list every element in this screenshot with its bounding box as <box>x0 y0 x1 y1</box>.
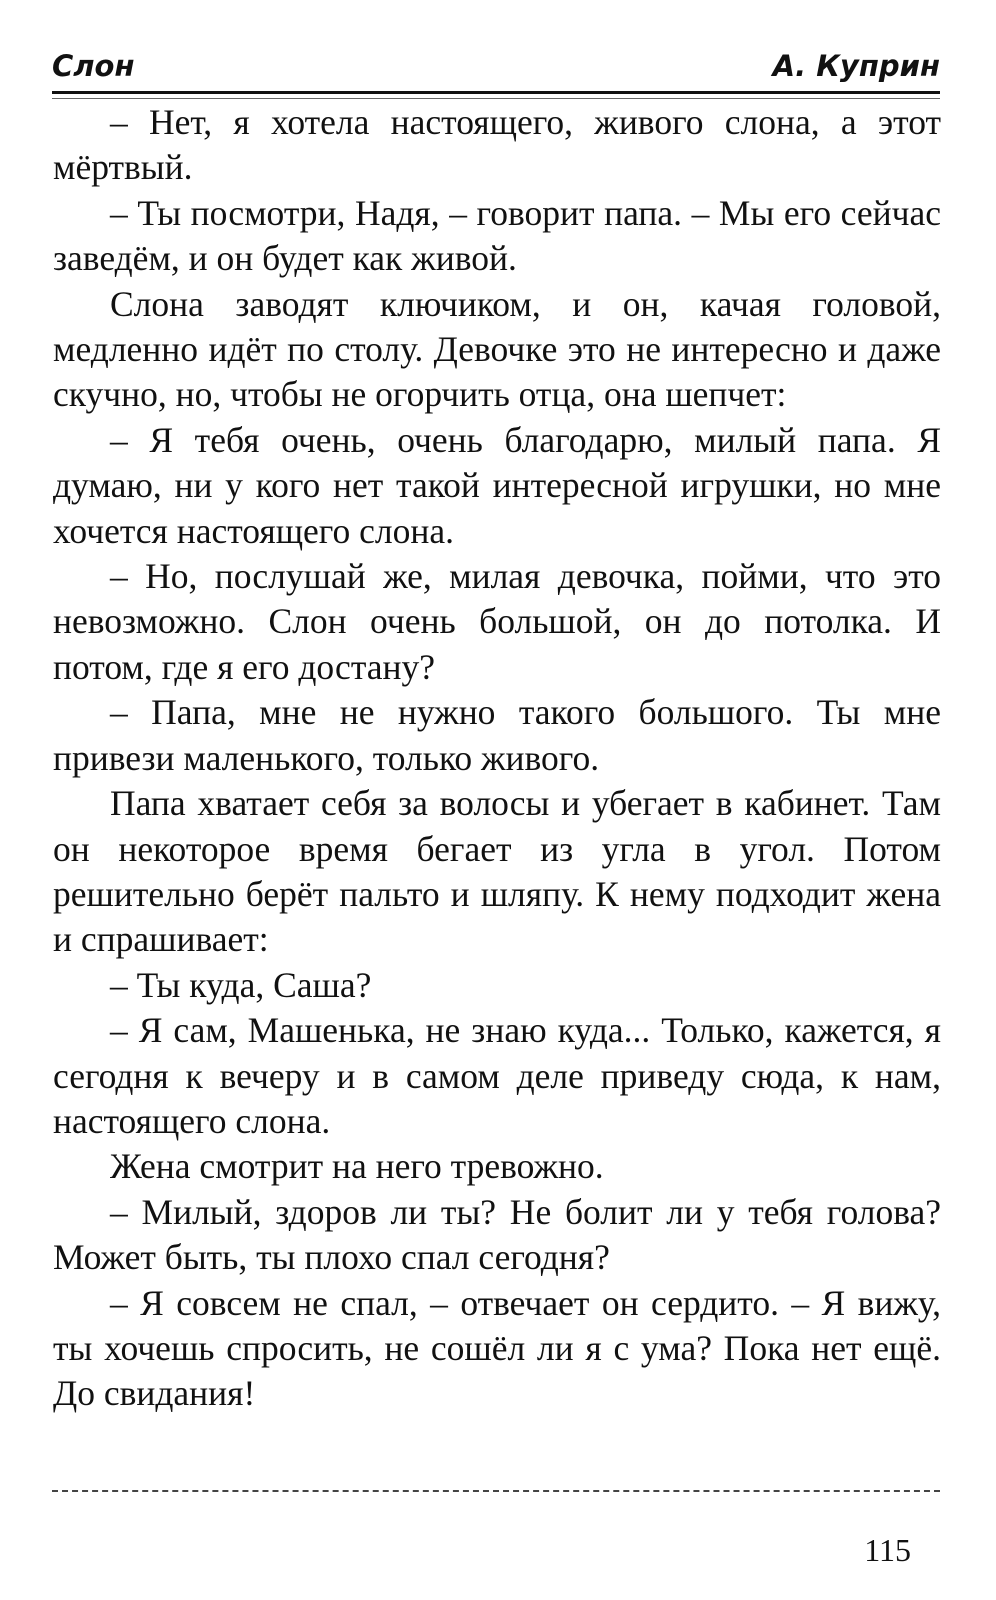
footer-rule <box>52 1490 940 1492</box>
paragraph: – Милый, здоров ли ты? Не болит ли у тебя голова? Может быть, ты плохо спал сегодня? <box>53 1191 941 1278</box>
paragraph: Папа хватает себя за волосы и убегает в кабинет. Там он некоторое время бегает из угла в угол. Потом решительно берёт пальто и шляпу. К нему подходит жена и спрашивает: <box>53 783 941 960</box>
paragraph: – Я тебя очень, очень благодарю, милый папа. Я думаю, ни у кого нет такой интересной игрушки, но мне хочется настоящего слона. <box>53 419 941 551</box>
page-body <box>53 100 941 1417</box>
header-rule <box>52 91 940 94</box>
page-number: 115 <box>864 1532 911 1568</box>
paragraph: – Я совсем не спал, – отвечает он сердито. – Я вижу, ты хочешь спросить, не сошёл ли я с ума? Пока нет ещё. До свидания! <box>53 1282 941 1414</box>
paragraph: Жена смотрит на него тревожно. <box>110 1146 604 1187</box>
paragraph: – Ты куда, Саша? <box>110 964 372 1005</box>
paragraph: – Я сам, Машенька, не знаю куда... Только, кажется, я сегодня к вечеру и в самом деле приведу сюда, к нам, настоящего слона. <box>53 1010 941 1141</box>
paragraph: – Ты посмотри, Надя, – говорит папа. – Мы его сейчас заведём, и он будет как живой. <box>53 192 941 279</box>
paragraph: – Нет, я хотела настоящего, живого слона, а этот мёртвый. <box>53 102 941 188</box>
paragraph: Слона заводят ключиком, и он, качая головой, медленно идёт по столу. Девочке это не интересно и даже скучно, но, чтобы не огорчить отца, она шепчет: <box>53 283 941 415</box>
paragraph: – Но, послушай же, милая девочка, пойми, что это невозможно. Слон очень большой, он до потолка. И потом, где я его достану? <box>53 556 941 687</box>
running-header <box>52 44 940 88</box>
header-rule-thin <box>52 98 940 99</box>
header-author: А. Куприн <box>772 49 940 83</box>
header-title: Слон <box>52 49 135 83</box>
paragraph: – Папа, мне не нужно такого большого. Ты мне привези маленького, только живого. <box>53 692 941 778</box>
